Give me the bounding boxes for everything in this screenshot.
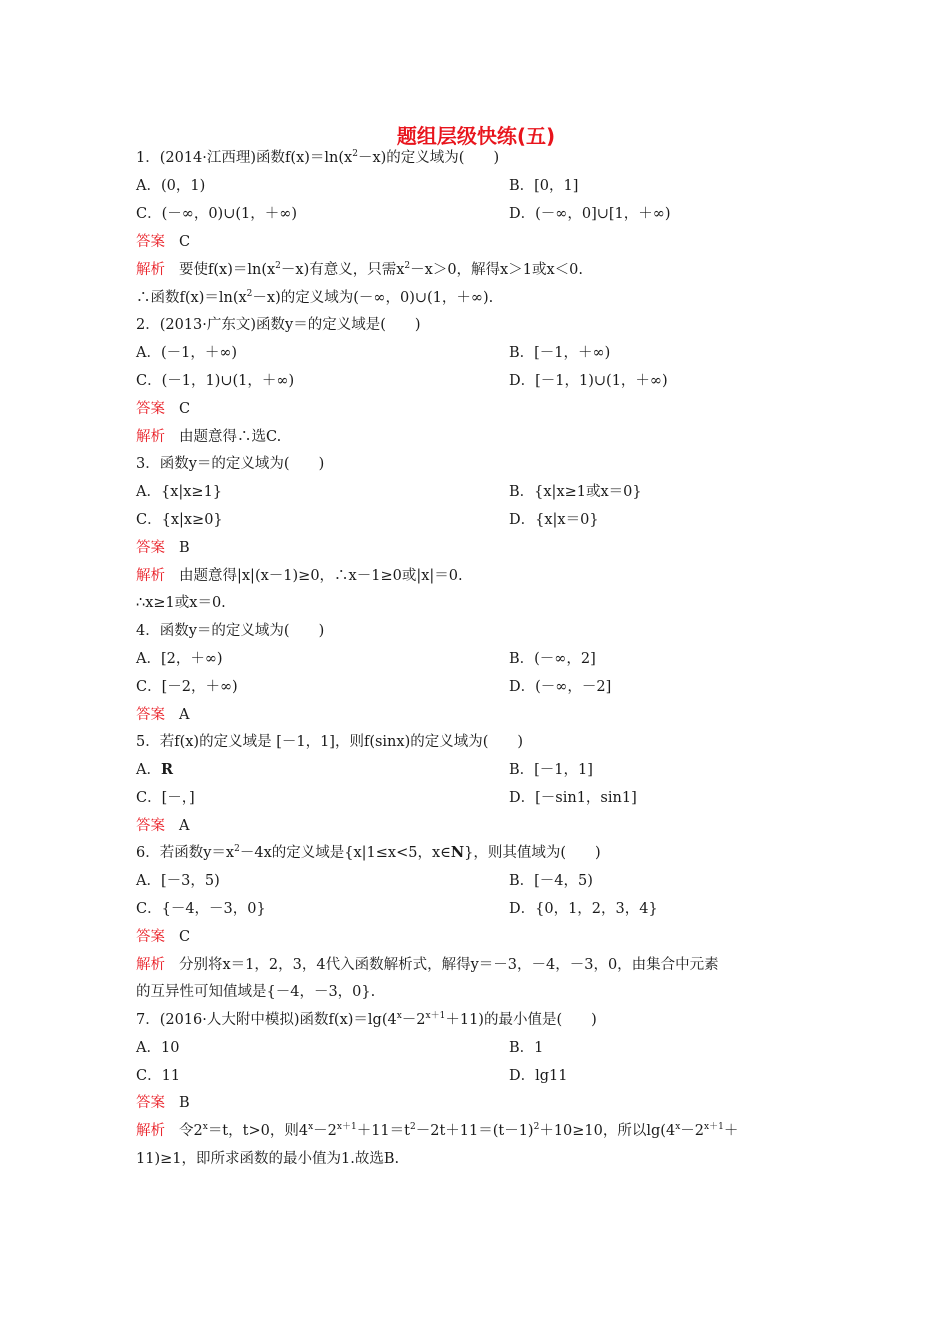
q7-answer: 答案 B bbox=[136, 1095, 190, 1111]
question-4-stem: 4．函数y＝的定义域为( ) bbox=[136, 623, 325, 639]
q6-option-b: B．[－4，5) bbox=[509, 873, 593, 889]
q3-answer: 答案 B bbox=[136, 540, 190, 556]
q5-option-a: A．R bbox=[136, 761, 174, 778]
question-1-stem: 1．(2014·江西理)函数$f(x)=\ln(x^2-x)$的定义域为( ) bbox=[136, 149, 500, 166]
q7-analysis: 解析 令$2^x=t$，t>0，则$4^x-2^{x+1}+11=t^2-2t+11=(t-1)^2+10\ge 10$，所以$\lg(4^x-2^{x+1}+$ bbox=[136, 1122, 739, 1139]
q4-option-d: D．(－∞，－2] bbox=[509, 679, 612, 695]
q2-option-d: D．[－1，1)∪(1，＋∞) bbox=[509, 373, 668, 389]
q7-option-c: C．11 bbox=[136, 1068, 181, 1084]
question-7-stem: 7．(2016·人大附中模拟)函数$f(x)=\lg(4^x-2^{x+1}+11)$的最小值是( ) bbox=[136, 1011, 597, 1028]
q3-option-d: D．{x|x＝0} bbox=[509, 512, 599, 528]
q7-option-a: A．10 bbox=[136, 1040, 180, 1056]
q7-analysis-cont: 11)≥1，即所求函数的最小值为1.故选B. bbox=[136, 1151, 400, 1167]
q3-analysis-cont: ∴x≥1或x＝0. bbox=[136, 595, 226, 611]
q4-answer: 答案 A bbox=[136, 707, 190, 723]
q3-option-c: C．{x|x≥0} bbox=[136, 512, 223, 528]
q2-option-a: A．(－1，＋∞) bbox=[136, 345, 238, 361]
question-5-stem: 5．若f(x)的定义域是 [－1，1]，则f(sinx)的定义域为( ) bbox=[136, 734, 524, 750]
q6-option-c: C．{－4，－3，0} bbox=[136, 901, 266, 917]
q4-option-b: B．(－∞，2] bbox=[509, 651, 596, 667]
question-2-stem: 2．(2013·广东文)函数y＝的定义域是( ) bbox=[136, 317, 421, 333]
q1-analysis-cont: ∴函数$f(x)=\ln(x^2-x)$的定义域为(－∞，0)∪(1，＋∞). bbox=[136, 289, 494, 306]
q6-answer: 答案 C bbox=[136, 929, 191, 945]
q2-option-b: B．[－1，＋∞) bbox=[509, 345, 611, 361]
q6-option-a: A．[－3，5) bbox=[136, 873, 220, 889]
q3-analysis: 解析 由题意得|x|(x－1)≥0，∴x－1≥0或|x|＝0. bbox=[136, 568, 463, 584]
q5-option-c: C．[－，] bbox=[136, 790, 195, 806]
q7-option-b: B．1 bbox=[509, 1040, 544, 1056]
q6-analysis: 解析 分别将x＝1，2，3，4代入函数解析式，解得y＝－3，－4，－3，0，由集合中元素 bbox=[136, 957, 719, 973]
q5-option-d: D．[－sin1，sin1] bbox=[509, 790, 637, 806]
q1-answer: 答案 C bbox=[136, 234, 191, 250]
question-6-stem: 6．若函数$y=x^2-4x$的定义域是{x|1≤x<5，x∈N}，则其值域为( ) bbox=[136, 844, 601, 861]
q3-option-a: A．{x|x≥1} bbox=[136, 484, 223, 500]
q7-option-d: D．lg11 bbox=[509, 1068, 568, 1084]
q4-option-c: C．[－2，＋∞) bbox=[136, 679, 238, 695]
q3-option-b: B．{x|x≥1或x＝0} bbox=[509, 484, 642, 500]
question-3-stem: 3．函数y＝的定义域为( ) bbox=[136, 456, 325, 472]
q5-answer: 答案 A bbox=[136, 818, 190, 834]
q2-analysis: 解析 由题意得∴选C. bbox=[136, 429, 282, 445]
q6-option-d: D．{0，1，2，3，4} bbox=[509, 901, 658, 917]
q2-answer: 答案 C bbox=[136, 401, 191, 417]
q1-option-d: D．(－∞，0]∪[1，＋∞) bbox=[509, 206, 671, 222]
q5-option-b: B．[－1，1] bbox=[509, 762, 593, 778]
q1-option-b: B．[0，1] bbox=[509, 178, 579, 194]
q1-option-c: C．(－∞，0)∪(1，＋∞) bbox=[136, 206, 297, 222]
q2-option-c: C．(－1，1)∪(1，＋∞) bbox=[136, 373, 295, 389]
q1-option-a: A．(0，1) bbox=[136, 178, 206, 194]
q6-analysis-cont: 的互异性可知值域是{－4，－3，0}. bbox=[136, 984, 376, 1000]
q1-analysis: 解析 要使$f(x)=\ln(x^2-x)$有意义，只需$x^2-x>0$，解得x＞1或x＜0. bbox=[136, 261, 583, 278]
q4-option-a: A．[2，＋∞) bbox=[136, 651, 223, 667]
page-title: 题组层级快练(五) bbox=[396, 124, 556, 148]
